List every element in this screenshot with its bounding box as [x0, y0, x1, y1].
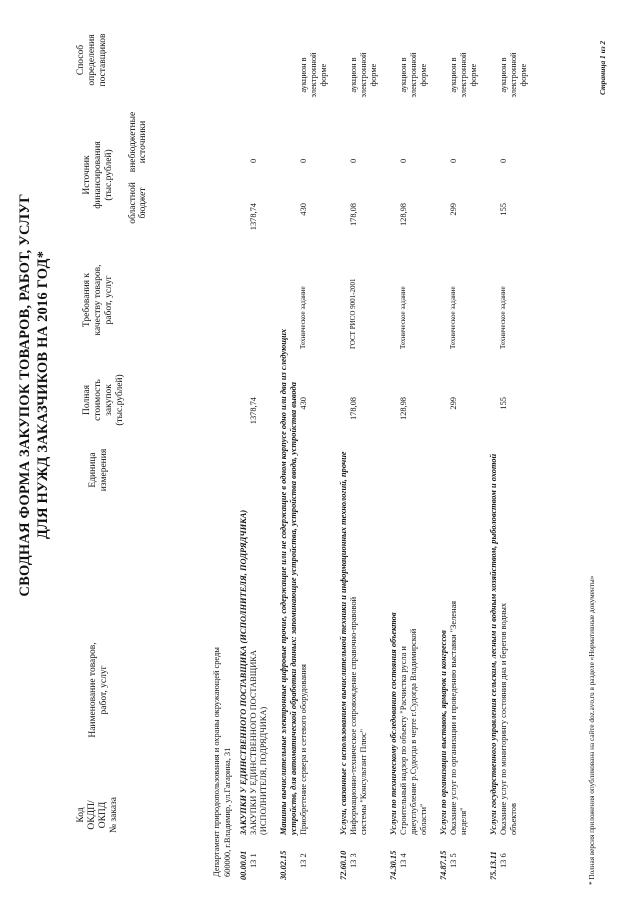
header-total: закупок	[104, 384, 114, 416]
row-name: неделя"	[459, 807, 468, 835]
row-regional-budget: 1378,74	[249, 203, 258, 231]
header-total: Полная	[82, 385, 92, 415]
row-number: 13 4	[399, 853, 408, 868]
header-fin: (тыс.рублей)	[104, 149, 114, 201]
customer-name: Департамент природопользования и охраны окружающей среды	[212, 647, 221, 877]
row-method: электронной	[309, 52, 318, 98]
row-method: аукцион в	[299, 57, 308, 93]
section-code: 72.60.10	[339, 850, 348, 880]
row-requirements: Техническое задание	[299, 286, 307, 349]
title-line-1: СВОДНАЯ ФОРМА ЗАКУПОК ТОВАРОВ, РАБОТ, УСЛУГ	[17, 193, 33, 597]
row-number: 13 5	[449, 853, 458, 868]
section-code: 74.30.15	[389, 850, 398, 880]
row-total: 299	[449, 397, 458, 410]
header-req: работ, услуг	[104, 275, 114, 325]
row-requirements: ГОСТ РИСО 9001-2001	[349, 278, 357, 349]
header-name: Наименование товаров,	[88, 642, 98, 738]
header-method: Способ	[76, 44, 86, 76]
row-requirements: Техническое задание	[499, 286, 507, 349]
row-total: 155	[499, 397, 508, 410]
row-regional-budget: 128,98	[399, 203, 408, 227]
row-extrabudget: 0	[499, 158, 508, 163]
row-method: форме	[519, 63, 528, 87]
row-method: форме	[469, 63, 478, 87]
section-title: Услуги государственного управления сельским, лесным и водным хозяйством, рыболовством и охотой	[489, 453, 498, 835]
header-fin: Источник	[82, 155, 92, 195]
section-title: Машины вычислительные электронные цифровые прочие, содержащие или не содержащие в одном корпусе одно или два из следующих	[279, 328, 288, 835]
title-line-2: ДЛЯ НУЖД ЗАКАЗЧИКОВ НА 2016 ГОД*	[35, 250, 51, 540]
row-name: области"	[419, 803, 428, 835]
section-title: ЗАКУПКИ У ЕДИНСТВЕННОГО ПОСТАВЩИКА (ИСПОЛНИТЕЛЯ, ПОДРЯДЧИКА)	[239, 509, 248, 835]
row-extrabudget: 0	[399, 158, 408, 163]
row-method: электронной	[359, 52, 368, 98]
row-method: форме	[319, 63, 328, 87]
header-total: стоимость	[93, 379, 103, 421]
header-code: ОКПД	[98, 801, 108, 829]
row-regional-budget: 178,08	[349, 203, 358, 227]
section-title: устройств, для автоматической обработки данных: запоминающие устройства, устройства ввода, устройства вывода	[289, 382, 298, 835]
row-name: системы "Консультант Плюс"	[359, 728, 368, 835]
header-unit: измерения	[99, 448, 109, 492]
row-method: электронной	[409, 52, 418, 98]
row-method: форме	[369, 63, 378, 87]
row-method: аукцион в	[399, 57, 408, 93]
row-extrabudget: 0	[249, 158, 258, 163]
row-name: Информационно-техническое сопровождение справочно-правовой	[349, 596, 358, 835]
section-code: 30.02.15	[279, 850, 288, 880]
row-number: 13 3	[349, 853, 358, 868]
header-req: Требования к	[82, 272, 92, 328]
row-number: 13 1	[249, 853, 258, 868]
row-regional-budget: 299	[449, 203, 458, 216]
row-method: аукцион в	[449, 57, 458, 93]
row-number: 13 2	[299, 853, 308, 868]
row-method: аукцион в	[349, 57, 358, 93]
header-fin: финансирования	[93, 141, 103, 209]
row-name: (ИСПОЛНИТЕЛЯ, ПОДРЯДЧИКА)	[259, 706, 268, 835]
row-method: электронной	[459, 52, 468, 98]
row-number: 13 6	[499, 853, 508, 868]
header-req: качеству товаров,	[93, 264, 103, 336]
row-total: 128,98	[399, 397, 408, 421]
row-total: 178,08	[349, 397, 358, 421]
header-name: работ, услуг	[99, 665, 109, 715]
header-code: № заказа	[109, 796, 119, 834]
section-code: 75.13.11	[489, 851, 498, 880]
header-unit: Единица	[88, 452, 98, 488]
row-method: электронной	[509, 52, 518, 98]
row-method: аукцион в	[499, 57, 508, 93]
page-number: Страница 1 из 2	[598, 40, 607, 95]
row-name: днеуглубление р.Судогда в черте г.Судогда Владимирской	[409, 628, 418, 835]
row-name: ЗАКУПКИ У ЕДИНСТВЕННОГО ПОСТАВЩИКА	[249, 650, 258, 835]
row-extrabudget: 0	[349, 158, 358, 163]
footnote: * Полная версия приложения опубликована на сайте doz.avo.ru в разделе «Нормативные документы»	[588, 575, 596, 885]
row-name: Строительный надзор по объекту "Расчистка русла и	[399, 646, 408, 835]
header-fin-regional: областной	[128, 182, 138, 224]
row-regional-budget: 430	[299, 203, 308, 216]
header-code: Код	[76, 807, 86, 823]
row-name: Оказание услуг по организации и проведению выставки "Зеленая	[449, 600, 458, 835]
section-title: Услуги по организации выставок, ярмарок и конгрессов	[439, 630, 448, 835]
row-name: Оказание услуг по мониторингу состояния дна и берегов водных	[499, 602, 508, 835]
header-fin-regional: бюджет	[138, 187, 148, 219]
row-name: объектов	[509, 803, 518, 835]
header-method: определения	[87, 34, 97, 86]
row-total: 1378,74	[249, 397, 258, 425]
row-name: Приобретение сервера и сетевого оборудования	[299, 664, 308, 835]
header-fin-extra: внебюджетные	[128, 111, 138, 173]
row-regional-budget: 155	[499, 203, 508, 216]
row-extrabudget: 0	[299, 158, 308, 163]
row-extrabudget: 0	[449, 158, 458, 163]
section-title: Услуги, связанные с использованием вычислительной техники и информационных технологий, прочие	[339, 451, 348, 835]
header-code: ОКДП/	[87, 800, 97, 830]
header-fin-extra: источники	[138, 120, 148, 164]
section-code: 74.87.15	[439, 850, 448, 880]
section-code: 00.00.01	[239, 850, 248, 880]
document-title	[16, 75, 52, 715]
customer-address: 600000, г.Владимир, ул.Гагарина, 31	[223, 747, 232, 877]
row-total: 430	[299, 397, 308, 410]
row-requirements: Техническое задание	[449, 286, 457, 349]
header-method: поставщиков	[98, 33, 108, 87]
header-total: (тыс.рублей)	[115, 374, 125, 426]
row-method: форме	[419, 63, 428, 87]
row-requirements: Техническое задание	[399, 286, 407, 349]
section-title: Услуги по техническому обследованию состояния объектов	[389, 612, 398, 835]
